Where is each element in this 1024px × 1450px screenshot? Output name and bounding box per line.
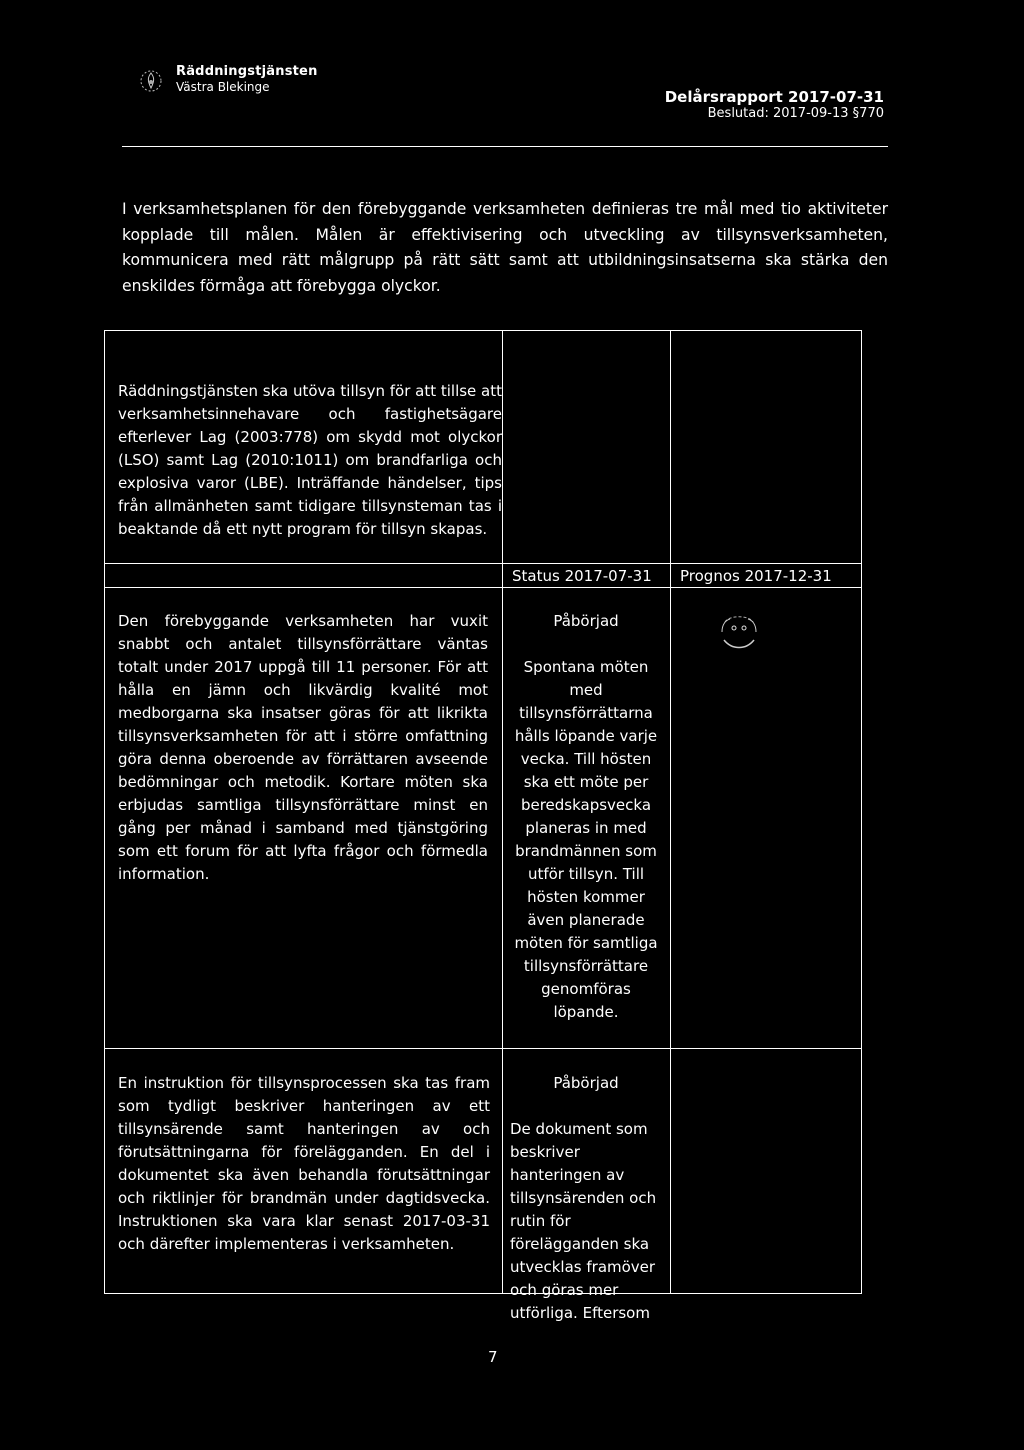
- decision-date: Beslutad: 2017-09-13 §770: [707, 106, 884, 121]
- table-row-divider: [104, 587, 862, 588]
- table-row-divider: [104, 563, 862, 564]
- status-description: De dokument som beskriver hanteringen av tillsynsärenden och rutin för förelägganden ska utvecklas framöver och göras mer utförliga. Eftersom: [510, 1120, 657, 1322]
- status-label: Påbörjad: [553, 612, 619, 630]
- status-description: Spontana möten med tillsynsförrättarna hålls löpande varje vecka. Till hösten ska ett möte per beredskapsvecka planeras in med brandmännen som utför tillsyn. Till hösten kommer även planerade möten för samtliga tillsynsförrättare genomföras löpande.: [514, 658, 658, 1021]
- table-border-right: [861, 330, 862, 1294]
- org-name: Räddningstjänsten: [176, 64, 318, 79]
- table-row-divider: [104, 1048, 862, 1049]
- activity-description: En instruktion för tillsynsprocessen ska tas fram som tydligt beskriver hanteringen av ett tillsynsärende samt hanteringen av och förutsättningarna för förelägganden. En del i dokumentet ska även behandla förutsättningar och riktlinjer för brandmän under dagtidsvecka. Instruktionen ska vara klar senast 2017-03-31 och därefter implementeras i verksamheten.: [118, 1074, 490, 1253]
- table-border-left: [104, 330, 105, 1294]
- column-header-status: Status 2017-07-31: [512, 567, 652, 585]
- goal-description: Räddningstjänsten ska utöva tillsyn för att tillse att verksamhetsinnehavare och fastighetsägare efterlever Lag (2003:778) om skydd mot olyckor (LSO) samt Lag (2010:1011) om brandfarliga och explosiva varor (LBE). Inträffande händelser, tips från allmänheten samt tidigare tillsynsteman tas i beaktande då ett nytt program för tillsyn skapas.: [118, 382, 503, 538]
- table-column-divider: [670, 330, 671, 1294]
- org-region: Västra Blekinge: [176, 80, 270, 94]
- table-border-bottom: [104, 1293, 862, 1294]
- page-number: 7: [488, 1348, 498, 1366]
- document-title: Delårsrapport 2017-07-31: [664, 88, 884, 106]
- smiley-face-icon: [716, 612, 762, 652]
- status-label: Påbörjad: [553, 1074, 619, 1092]
- flame-emblem-icon: [136, 66, 166, 96]
- table-border-top: [104, 330, 862, 331]
- activity-table: [104, 330, 862, 1322]
- intro-paragraph: I verksamhetsplanen för den förebyggande verksamheten definieras tre mål med tio aktiviteter kopplade till målen. Målen är effektivisering och utveckling av tillsynsverksamheten, kommunicera med rätt målgrupp på rätt sätt samt att utbildningsinsatserna ska stärka den enskildes förmåga att förebygga olyckor.: [122, 200, 888, 295]
- table-column-divider: [502, 330, 503, 1294]
- activity-description: Den förebyggande verksamheten har vuxit snabbt och antalet tillsynsförrättare väntas totalt under 2017 uppgå till 11 personer. För att hålla en jämn och likvärdig kvalité mot medborgarna ska insatser göras för att likrikta tillsynsverksamheten för att i större omfattning göra denna oberoende av förrättaren avseende bedömningar och metodik. Kortare möten ska erbjudas samtliga tillsynsförrättare minst en gång per månad i samband med tjänstgöring som ett forum för att lyfta frågor och förmedla information.: [118, 612, 488, 883]
- column-header-prognos: Prognos 2017-12-31: [680, 567, 832, 585]
- header-divider: [122, 146, 888, 147]
